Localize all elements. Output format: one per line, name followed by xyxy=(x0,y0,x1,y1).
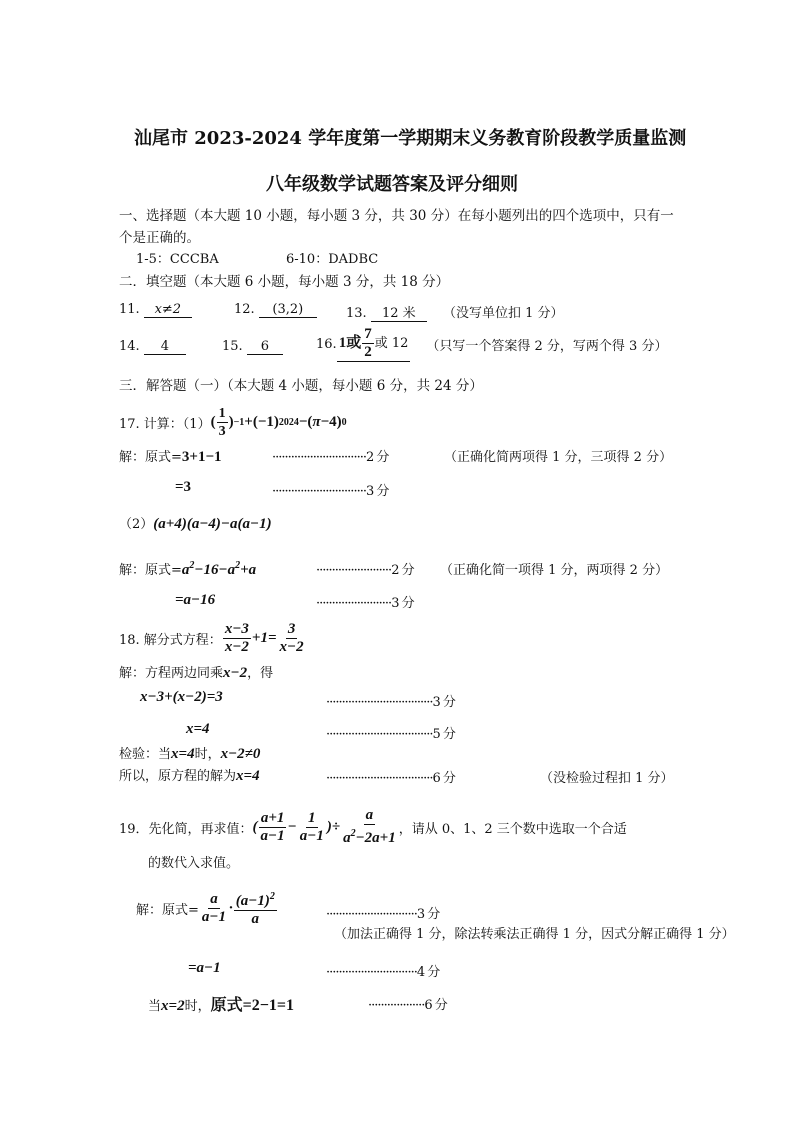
q16-answer xyxy=(316,326,667,362)
q17-p2-sol1-dots: ························2 分 xyxy=(316,563,414,578)
q16-post: 或 12 xyxy=(374,336,409,351)
q18-intro xyxy=(119,662,273,682)
q12-answer xyxy=(234,302,317,318)
q19-final-expr: 原式=2−1=1 xyxy=(210,997,294,1014)
q19-sol2-score: 4 分 xyxy=(416,965,440,980)
section1-heading-line1: 一、选择题（本大题 10 小题，每小题 3 分，共 30 分）在每小题列出的四个选项中，只有一 xyxy=(119,208,674,224)
q11-blank: x≠2 xyxy=(144,302,192,318)
q19-final-pre: 当 xyxy=(148,999,162,1014)
q16-fraction xyxy=(362,326,374,361)
q19-sol-score: 3 分 xyxy=(416,907,440,922)
q16-blank xyxy=(337,326,411,362)
q19-expression: ( $\frac{a+1}{a-1}$ − $\frac{1}{a-1}$ )÷ $\frac{a}{a^2-2a+1}$ xyxy=(252,807,396,846)
q19-sol2-expr: =a−1 xyxy=(188,960,221,976)
q11-answer xyxy=(119,302,192,318)
q19-sol2-dots: ·····························4 分 xyxy=(326,965,440,980)
q18-step2: x=4 xyxy=(186,721,210,737)
q18-conc-text: 所以，原方程的解为 xyxy=(119,769,237,784)
mc-answers-6-10: 6-10：DADBC xyxy=(286,252,379,267)
document-subtitle: 八年级数学试题答案及评分细则 xyxy=(266,174,518,195)
q17-p2-sol1-expr: $a^2-16-a^2+a$ xyxy=(181,560,257,578)
q17-expression: ( $\frac{1}{3}$ ) −1 +(−1) 2024 −( π −4) 0 xyxy=(210,406,347,439)
q18-step2-score: 5 分 xyxy=(432,727,455,742)
q17-p2-sol1-note: （正确化简一项得 1 分，两项得 2 分） xyxy=(440,563,669,578)
q15-number: 15. xyxy=(222,339,243,354)
q19-final-mid: 时， xyxy=(184,999,211,1014)
q18-intro-text: 解：方程两边同乘 xyxy=(119,666,224,681)
q16-pre: 1或 xyxy=(338,335,362,351)
q14-number: 14. xyxy=(119,339,140,354)
document-title: 汕尾市 2023-2024 学年度第一学期期末义务教育阶段教学质量监测 xyxy=(134,128,687,149)
q18-check-x: x=4 xyxy=(171,746,195,762)
q17-p2-sol2-expr: =a−16 xyxy=(175,592,216,608)
q19-final-score: 6 分 xyxy=(424,998,447,1013)
q19-solution-step1 xyxy=(136,888,278,928)
q18-conc-dots: ··································6 分 xyxy=(326,771,455,786)
q16-number: 16. xyxy=(316,336,337,352)
q19-sol-label: 解：原式= xyxy=(136,902,199,918)
q19-frac-1: $\frac{a+1}{a-1}$ xyxy=(260,809,285,844)
q18-intro-end: ，得 xyxy=(247,666,274,681)
q17-sol1-expr: 3+1−1 xyxy=(181,449,222,465)
q17-sol2-expr: =3 xyxy=(175,479,192,495)
q18-check-expr: x−2≠0 xyxy=(220,746,261,762)
q17-sol2-score: 3 分 xyxy=(365,484,389,499)
q13-answer xyxy=(346,302,564,322)
q17-p2-sol1-label: 解：原式= xyxy=(119,563,182,578)
q17-part1 xyxy=(119,405,347,440)
q19-tail: ，请从 0、1、2 三个数中选取一个合适 xyxy=(398,821,627,837)
q19-frac-2: $\frac{1}{a-1}$ xyxy=(299,809,324,844)
q13-number: 13. xyxy=(346,306,367,321)
q19-sol-dots: ·····························3 分 xyxy=(326,907,440,922)
q19-final-x: x=2 xyxy=(161,998,185,1014)
q17-p2-solution-step1 xyxy=(119,559,256,579)
q17-sol1-label: 解：原式= xyxy=(119,450,182,465)
q17-p2-sol2-dots: ························3 分 xyxy=(316,596,414,611)
q18-check-mid: 时， xyxy=(194,747,221,762)
q14-blank: 4 xyxy=(144,339,186,355)
q18-check-text: 检验：当 xyxy=(119,747,172,762)
section1-heading-line2: 个是正确的。 xyxy=(119,230,200,246)
q19-line2: 的数代入求值。 xyxy=(148,856,240,871)
q18-step1: x−3+(x−2)=3 xyxy=(140,689,223,705)
q19-label: 19．先化简，再求值： xyxy=(119,821,253,837)
q18-question xyxy=(119,621,307,656)
q18-conc-score: 6 分 xyxy=(432,771,455,786)
q15-blank: 6 xyxy=(247,339,283,355)
q14-answer xyxy=(119,339,186,355)
q17-sol2-dots: ······························3 分 xyxy=(272,484,389,499)
q16-note: （只写一个答案得 2 分，写两个得 3 分） xyxy=(426,338,668,354)
q18-step1-dots: ··································3 分 xyxy=(326,695,455,710)
q18-step2-dots: ··································5 分 xyxy=(326,727,455,742)
q17-label: 17. 计算：（1） xyxy=(119,417,211,432)
q17-p2-sol1-score: 2 分 xyxy=(391,563,414,578)
q19-question xyxy=(119,807,627,847)
q13-note: （没写单位扣 1 分） xyxy=(442,306,564,321)
q18-conc-expr: x=4 xyxy=(236,768,260,784)
q12-blank: (3,2) xyxy=(259,302,317,318)
q18-equation: $\frac{x-3}{x-2}$ +1= $\frac{3}{x-2}$ xyxy=(224,621,304,655)
q18-frac-right: $\frac{3}{x-2}$ xyxy=(279,621,304,655)
q19-final xyxy=(148,992,294,1015)
section2-heading: 二．填空题（本大题 6 小题，每小题 3 分，共 18 分） xyxy=(119,274,450,290)
q19-sol-expr: $\frac{a}{a-1}$ · $\frac{(a-1)^2}{a}$ xyxy=(199,888,278,928)
q19-sol-note: （加法正确得 1 分，除法转乘法正确得 1 分，因式分解正确得 1 分） xyxy=(334,927,735,942)
q18-conc-note: （没检验过程扣 1 分） xyxy=(540,771,674,786)
q16-frac-den: 2 xyxy=(364,344,372,360)
q17-part2 xyxy=(119,513,272,533)
q17-solution-step1 xyxy=(119,446,222,466)
q17-sol1-score: 2 分 xyxy=(365,450,389,465)
q17-p2-sol2-score: 3 分 xyxy=(391,596,414,611)
q16-frac-num: 7 xyxy=(364,326,372,342)
q18-step1-score: 3 分 xyxy=(432,695,455,710)
q12-number: 12. xyxy=(234,302,255,317)
q18-check xyxy=(119,743,260,763)
q18-frac-left: $\frac{x-3}{x-2}$ xyxy=(224,621,249,655)
q19-final-dots: ··················6 分 xyxy=(368,998,447,1013)
q17-sol1-dots: ······························2 分 xyxy=(272,450,389,465)
q13-blank: 12 米 xyxy=(371,306,427,322)
section3-heading: 三．解答题（一）（本大题 4 小题，每小题 6 分，共 24 分） xyxy=(119,378,483,394)
q19-frac-3: $\frac{a}{a^2-2a+1}$ xyxy=(343,807,396,846)
q15-answer xyxy=(222,339,283,355)
q17-frac: $\frac{1}{3}$ xyxy=(218,406,226,439)
q17-p2-expr: (a+4)(a−4)−a(a−1) xyxy=(153,516,272,532)
mc-answers-1-5: 1-5：CCCBA xyxy=(136,252,219,267)
q18-conclusion xyxy=(119,765,260,785)
q11-number: 11. xyxy=(119,302,140,317)
q17-p2-label: （2） xyxy=(119,517,154,532)
q17-sol1-note: （正确化简两项得 1 分，三项得 2 分） xyxy=(444,450,673,465)
q18-label: 18. 解分式方程： xyxy=(119,633,222,648)
q18-intro-expr: x−2 xyxy=(223,665,248,681)
